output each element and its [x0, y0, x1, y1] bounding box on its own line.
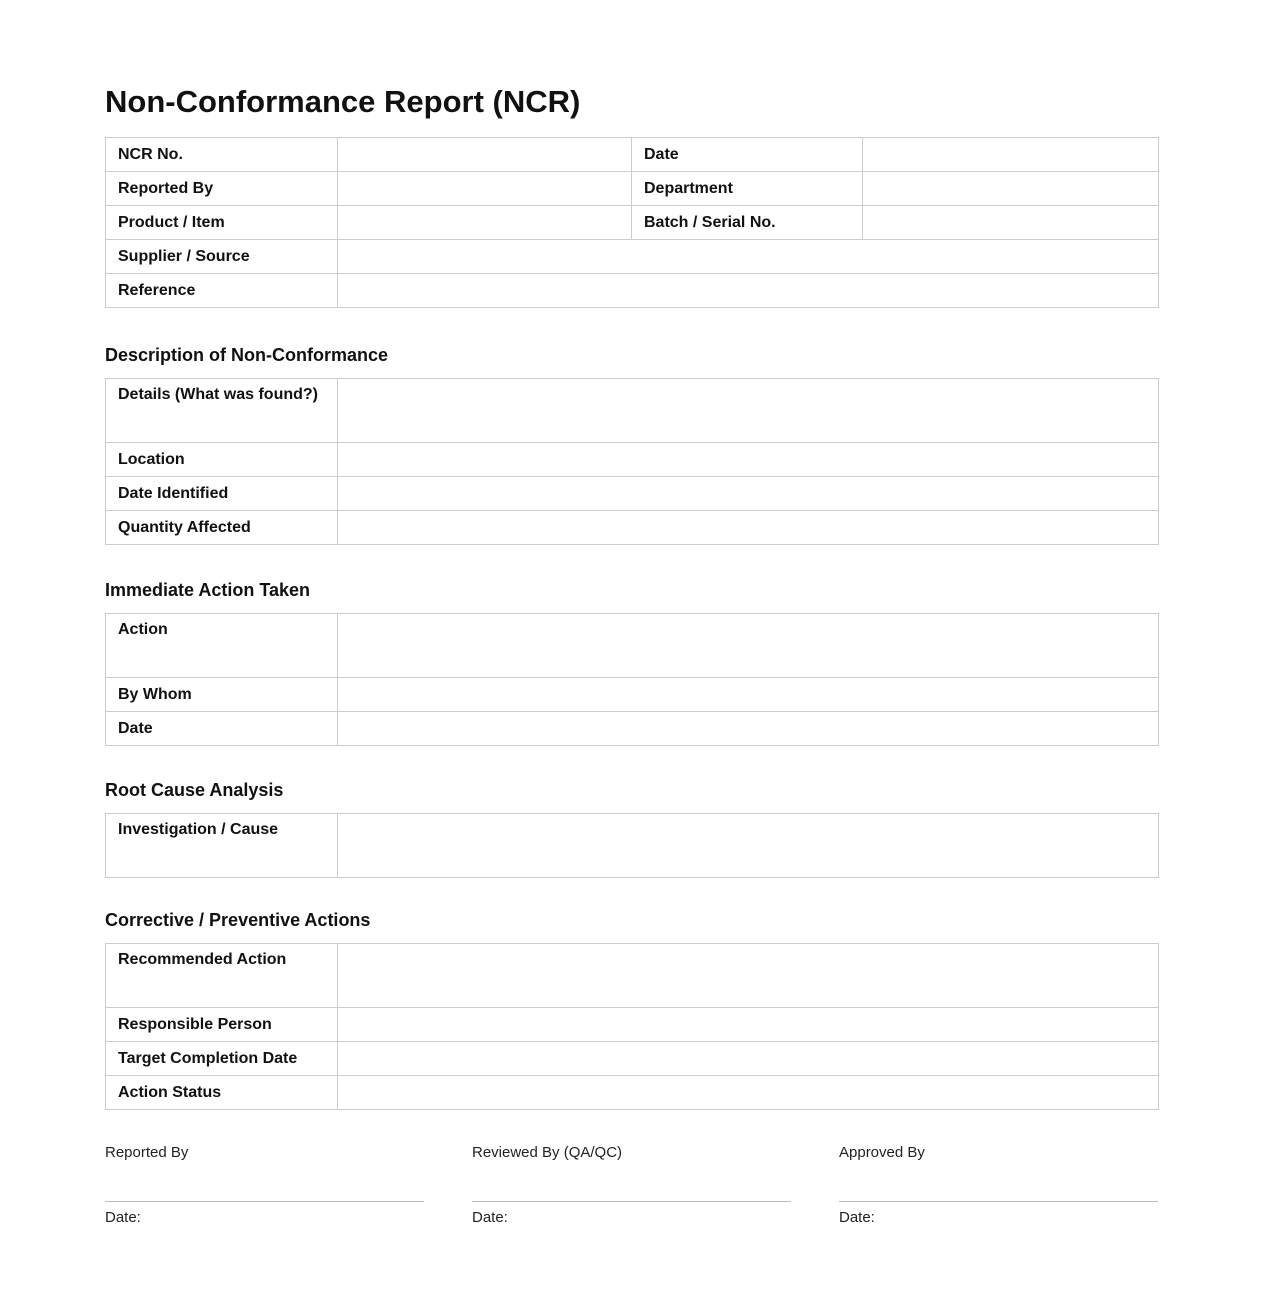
table-row [106, 206, 1159, 240]
action-status-field[interactable] [338, 1076, 1159, 1110]
table-row [106, 712, 1159, 746]
table-row [106, 172, 1159, 206]
recommended-action-field[interactable] [338, 944, 1159, 1008]
signature-label: Approved By [839, 1144, 925, 1161]
target-completion-date-field[interactable] [338, 1042, 1159, 1076]
action-date-label: Date [106, 712, 338, 746]
immediate-action-table [105, 613, 1159, 746]
quantity-affected-field[interactable] [338, 511, 1159, 545]
investigation-label: Investigation / Cause [106, 814, 338, 878]
department-label: Department [632, 172, 863, 206]
corrective-table [105, 943, 1159, 1110]
table-row [106, 379, 1159, 443]
table-row [106, 443, 1159, 477]
action-status-label: Action Status [106, 1076, 338, 1110]
table-row [106, 511, 1159, 545]
location-label: Location [106, 443, 338, 477]
signature-block-reported [105, 1143, 424, 1228]
by-whom-label: By Whom [106, 678, 338, 712]
action-field[interactable] [338, 614, 1159, 678]
signature-label: Reviewed By (QA/QC) [472, 1144, 623, 1161]
reported-by-field[interactable] [338, 172, 632, 206]
batch-serial-field[interactable] [863, 206, 1159, 240]
signature-date-label: Date: [472, 1209, 508, 1226]
root-cause-table [105, 813, 1159, 878]
responsible-person-label: Responsible Person [106, 1008, 338, 1042]
table-row [106, 678, 1159, 712]
root-cause-section-title: Root Cause Analysis [105, 780, 284, 800]
corrective-section-title: Corrective / Preventive Actions [105, 910, 371, 930]
table-row [106, 477, 1159, 511]
details-field[interactable] [338, 379, 1159, 443]
table-row [106, 944, 1159, 1008]
table-row [106, 814, 1159, 878]
action-label: Action [106, 614, 338, 678]
recommended-action-label: Recommended Action [106, 944, 338, 1008]
location-field[interactable] [338, 443, 1159, 477]
quantity-affected-label: Quantity Affected [106, 511, 338, 545]
table-row [106, 614, 1159, 678]
signature-line[interactable] [472, 1201, 791, 1202]
date-identified-label: Date Identified [106, 477, 338, 511]
investigation-field[interactable] [338, 814, 1159, 878]
signature-date-label: Date: [105, 1209, 141, 1226]
date-identified-field[interactable] [338, 477, 1159, 511]
header-info-table [105, 137, 1159, 308]
table-row [106, 1076, 1159, 1110]
ncr-no-label: NCR No. [106, 138, 338, 172]
table-row [106, 1042, 1159, 1076]
ncr-no-field[interactable] [338, 138, 632, 172]
product-item-field[interactable] [338, 206, 632, 240]
table-row [106, 274, 1159, 308]
date-field[interactable] [863, 138, 1159, 172]
table-row [106, 240, 1159, 274]
signature-line[interactable] [839, 1201, 1158, 1202]
reference-field[interactable] [338, 274, 1159, 308]
table-row [106, 1008, 1159, 1042]
product-item-label: Product / Item [106, 206, 338, 240]
by-whom-field[interactable] [338, 678, 1159, 712]
signature-block-approved [839, 1143, 1158, 1228]
description-section-title: Description of Non-Conformance [105, 345, 389, 365]
target-completion-date-label: Target Completion Date [106, 1042, 338, 1076]
table-row [106, 138, 1159, 172]
reported-by-label: Reported By [106, 172, 338, 206]
signature-date-label: Date: [839, 1209, 875, 1226]
batch-serial-label: Batch / Serial No. [632, 206, 863, 240]
supplier-source-field[interactable] [338, 240, 1159, 274]
page-title: Non-Conformance Report (NCR) [105, 84, 581, 119]
description-table [105, 378, 1159, 545]
action-date-field[interactable] [338, 712, 1159, 746]
details-label: Details (What was found?) [106, 379, 338, 443]
supplier-source-label: Supplier / Source [106, 240, 338, 274]
responsible-person-field[interactable] [338, 1008, 1159, 1042]
reference-label: Reference [106, 274, 338, 308]
department-field[interactable] [863, 172, 1159, 206]
signature-line[interactable] [105, 1201, 424, 1202]
signature-label: Reported By [105, 1144, 189, 1161]
signature-block-reviewed [472, 1143, 791, 1228]
date-label: Date [632, 138, 863, 172]
immediate-action-section-title: Immediate Action Taken [105, 580, 311, 600]
